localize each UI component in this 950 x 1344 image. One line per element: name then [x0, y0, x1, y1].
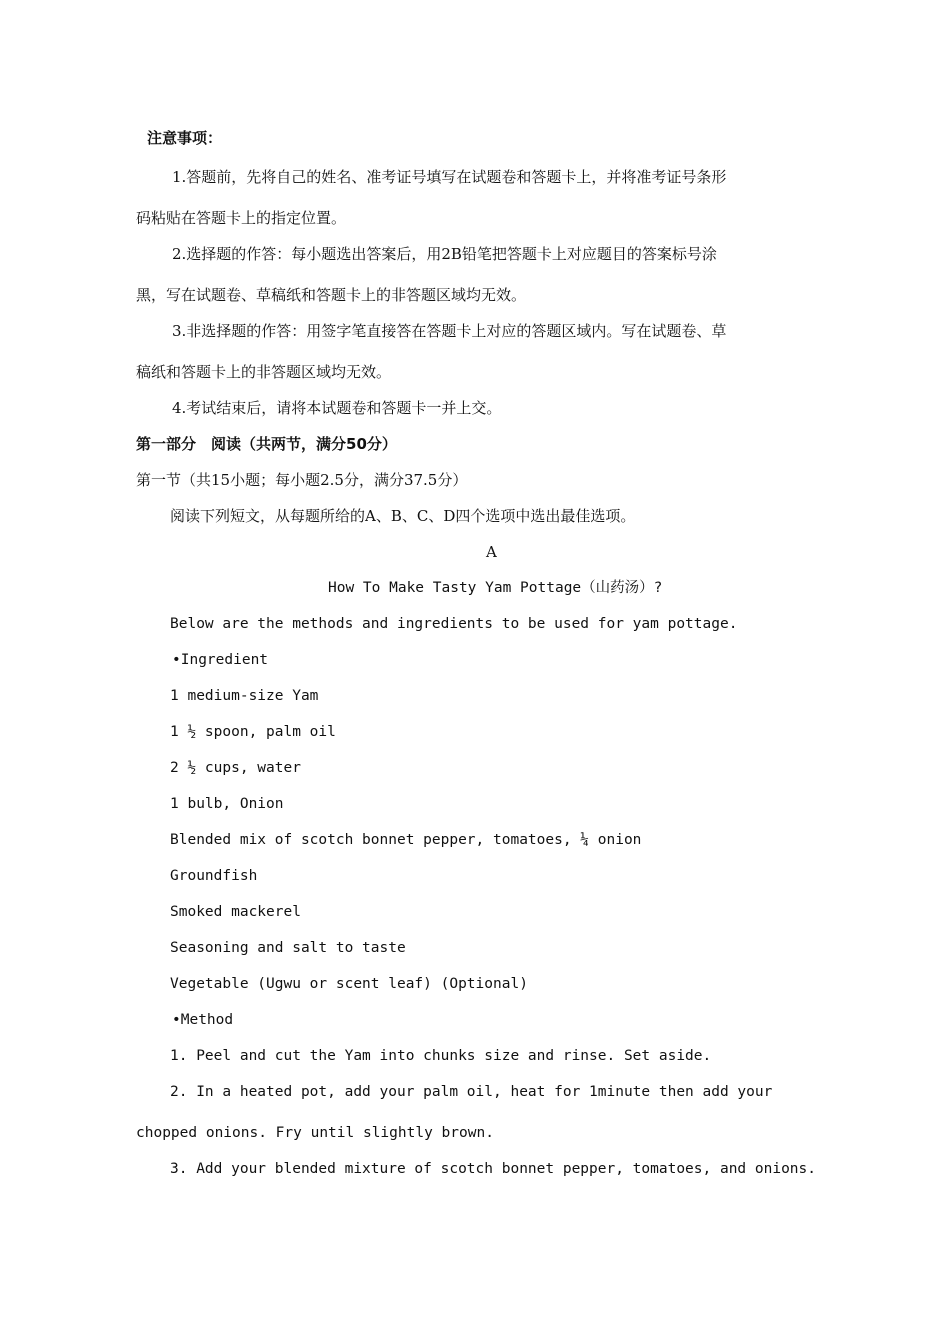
ingredient-item: 1 medium-size Yam — [170, 688, 319, 704]
ingredient-item: 1 bulb, Onion — [170, 796, 284, 812]
notice-item-4: 4.考试结束后，请将本试题卷和答题卡一并上交。 — [172, 399, 502, 417]
method-step: 1. Peel and cut the Yam into chunks size and rinse. Set aside. — [170, 1048, 712, 1064]
notice-item-3-line-1: 3.非选择题的作答：用签字笔直接答在答题卡上对应的答题区域内。写在试题卷、草 — [172, 322, 727, 340]
ingredient-heading: •Ingredient — [172, 652, 269, 668]
notice-item-3-line-2: 稿纸和答题卡上的非答题区域均无效。 — [136, 363, 392, 381]
notice-item-1-line-2: 码粘贴在答题卡上的指定位置。 — [136, 209, 347, 227]
passage-title: How To Make Tasty Yam Pottage（山药汤）? — [328, 580, 663, 596]
notice-heading: 注意事项： — [147, 129, 223, 147]
ingredient-item: Smoked mackerel — [170, 904, 301, 920]
notice-item-2-line-1: 2.选择题的作答：每小题选出答案后，用2B铅笔把答题卡上对应题目的答案标号涂 — [172, 245, 717, 263]
notice-item-2-line-2: 黑，写在试题卷、草稿纸和答题卡上的非答题区域均无效。 — [136, 286, 527, 304]
part-title: 第一部分 阅读（共两节，满分50分） — [136, 435, 397, 453]
ingredient-item: Blended mix of scotch bonnet pepper, tomatoes, ¼ onion — [170, 832, 642, 848]
ingredient-item: 1 ½ spoon, palm oil — [170, 724, 336, 740]
ingredient-item: Seasoning and salt to taste — [170, 940, 406, 956]
method-step: 2. In a heated pot, add your palm oil, heat for 1minute then add your — [170, 1084, 773, 1100]
method-step: 3. Add your blended mixture of scotch bonnet pepper, tomatoes, and onions. — [170, 1161, 817, 1177]
ingredient-item: Vegetable (Ugwu or scent leaf) (Optional) — [170, 976, 528, 992]
passage-intro: Below are the methods and ingredients to be used for yam pottage. — [170, 616, 738, 632]
ingredient-item: Groundfish — [170, 868, 258, 884]
method-step-continued: chopped onions. Fry until slightly brown. — [136, 1125, 494, 1141]
section-instruction: 阅读下列短文，从每题所给的A、B、C、D四个选项中选出最佳选项。 — [170, 507, 636, 525]
method-heading: •Method — [172, 1012, 234, 1028]
passage-label: A — [486, 543, 497, 561]
ingredient-item: 2 ½ cups, water — [170, 760, 301, 776]
section-title: 第一节（共15小题；每小题2.5分，满分37.5分） — [136, 471, 468, 489]
notice-item-1-line-1: 1.答题前，先将自己的姓名、准考证号填写在试题卷和答题卡上，并将准考证号条形 — [172, 168, 727, 186]
